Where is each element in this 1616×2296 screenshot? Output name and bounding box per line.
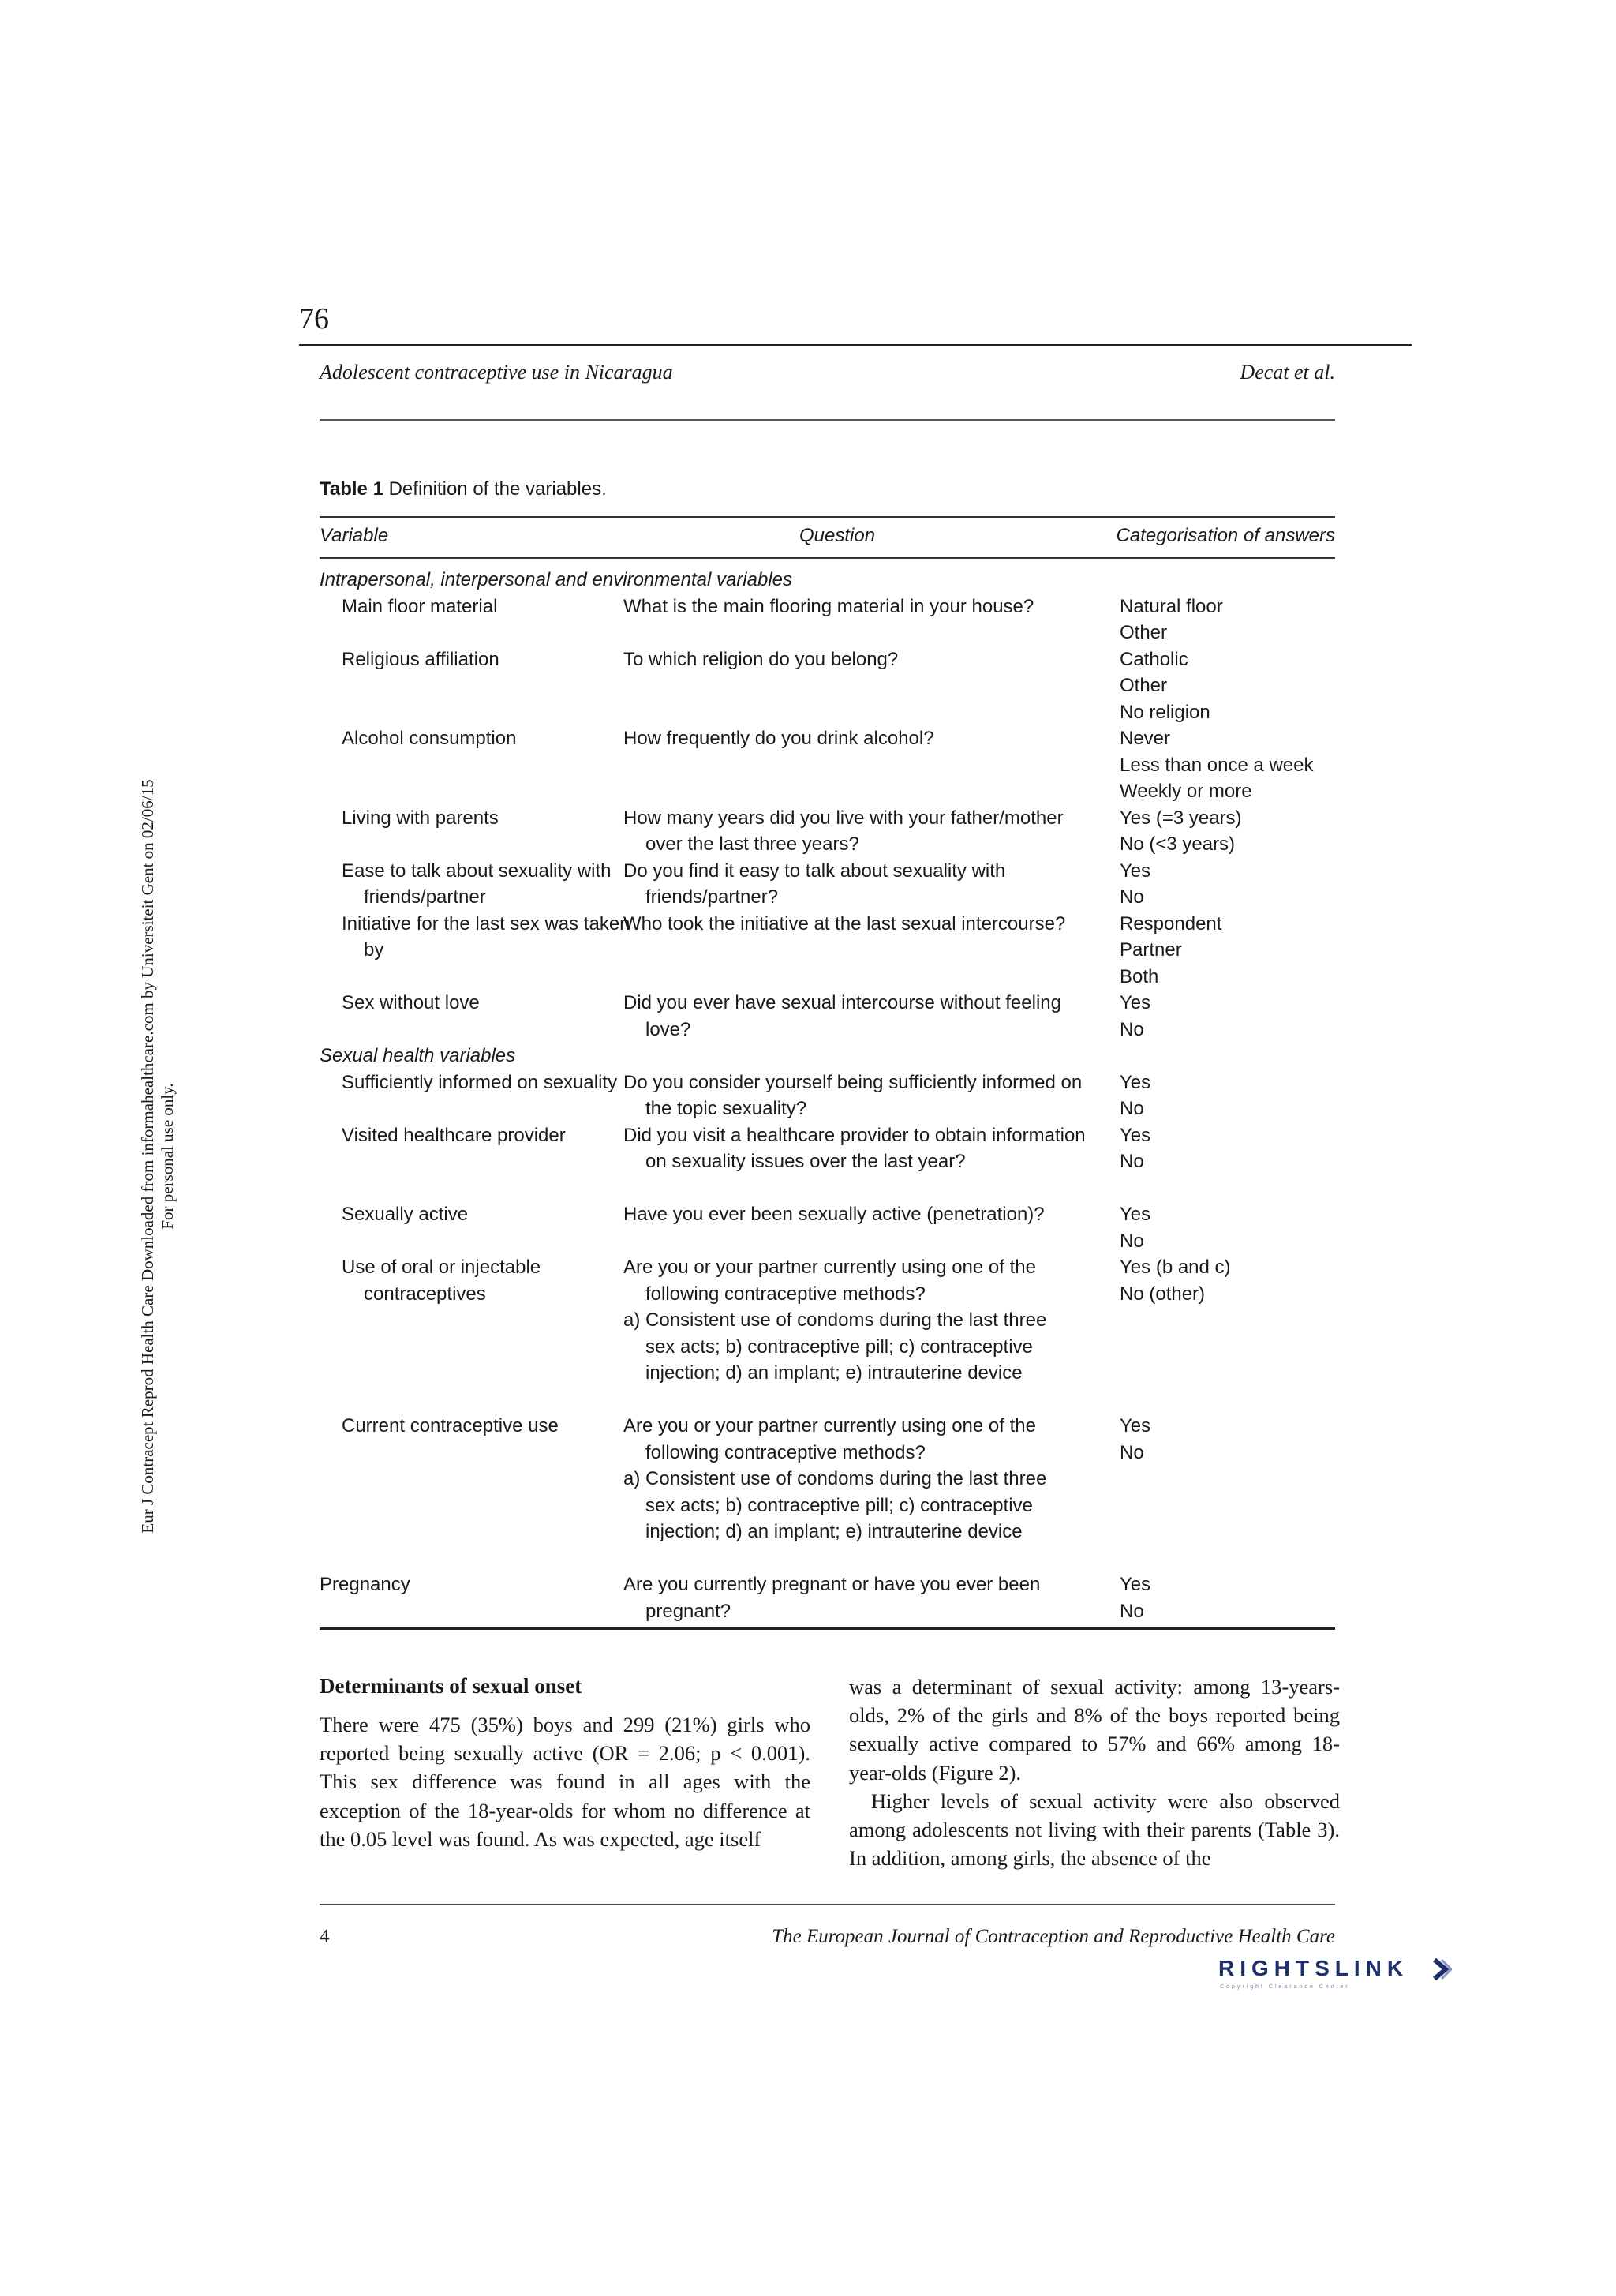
answer-option: Respondent — [1120, 912, 1222, 935]
variables-table — [320, 567, 1335, 1624]
table-caption-text: Definition of the variables. — [383, 478, 607, 500]
top-rule — [299, 344, 1412, 346]
answer-option: No — [1120, 886, 1144, 908]
answer-option: Other — [1120, 622, 1168, 643]
question-cell: Did you ever have sexual intercourse without feeling love? — [623, 992, 1061, 1040]
answer-option: Yes (=3 years) — [1120, 807, 1242, 829]
running-title: Adolescent contraceptive use in Nicaragua — [320, 361, 673, 384]
running-authors: Decat et al. — [1240, 361, 1335, 384]
answer-option: Natural floor — [1120, 595, 1223, 617]
body-column-left — [320, 1710, 810, 1853]
answers-cell — [1120, 1069, 1335, 1122]
answer-option: No — [1120, 1441, 1144, 1463]
question-cell: Do you find it easy to talk about sexuality with friends/partner? — [623, 860, 1006, 908]
table-row — [320, 911, 1335, 991]
body-column-right — [849, 1672, 1340, 1872]
methods-list: a) Consistent use of condoms during the last three sex acts; b) contraceptive pill; c) contraceptive injection; d) an implant; e) intrauterine device — [623, 1309, 1047, 1384]
variable-cell: Visited healthcare provider — [342, 1124, 566, 1146]
question-cell: Did you visit a healthcare provider to obtain information on sexuality issues over the last year? — [623, 1124, 1086, 1172]
question-cell — [623, 1254, 1065, 1387]
paragraph: was a determinant of sexual activity: among 13-years-olds, 2% of the girls and 8% of the boys reported being sexually active compared to 57% and 66% among 18-year-olds (Figure 2). — [849, 1675, 1340, 1785]
table-row — [320, 1069, 1335, 1122]
variable-cell: Main floor material — [342, 595, 498, 617]
question-cell: To which religion do you belong? — [623, 648, 899, 670]
answer-option: Yes — [1120, 1071, 1151, 1093]
variable-cell: Religious affiliation — [342, 648, 499, 670]
variable-cell: Alcohol consumption — [342, 728, 517, 749]
answers-cell — [1120, 1122, 1335, 1175]
footer-journal-title: The European Journal of Contraception and Reproductive Health Care — [772, 1926, 1335, 1947]
table-caption — [320, 478, 607, 500]
answer-option: No — [1120, 1151, 1144, 1172]
answer-option: Yes — [1120, 1574, 1151, 1595]
section-heading: Determinants of sexual onset — [320, 1674, 582, 1698]
variable-cell: Current contraceptive use — [342, 1415, 559, 1436]
question-cell: Who took the initiative at the last sexual intercourse? — [623, 912, 1066, 935]
methods-list: a) Consistent use of condoms during the last three sex acts; b) contraceptive pill; c) contraceptive injection; d) an implant; e) intrauterine device — [623, 1468, 1047, 1542]
table-rule-bottom — [320, 1627, 1335, 1630]
header-variable: Variable — [320, 525, 389, 546]
variable-cell: Ease to talk about sexuality with friends/partner — [342, 860, 612, 908]
answer-option: No (<3 years) — [1120, 833, 1236, 855]
answer-option: No (other) — [1120, 1283, 1206, 1305]
answer-option: Never — [1120, 728, 1171, 749]
table-rule-mid — [320, 557, 1335, 559]
answer-option: No — [1120, 1098, 1144, 1119]
table-row — [320, 1122, 1335, 1202]
table-row — [320, 725, 1335, 805]
answers-cell — [1120, 594, 1335, 646]
variable-cell: Use of oral or injectable contraceptives — [342, 1257, 541, 1305]
question-cell: Do you consider yourself being sufficiently informed on the topic sexuality? — [623, 1071, 1083, 1119]
header-rule — [320, 419, 1335, 421]
answer-option: Yes — [1120, 1204, 1151, 1225]
rightslink-arrow-icon — [1431, 1957, 1452, 1981]
answer-option: Yes — [1120, 992, 1151, 1013]
watermark-line-1: Eur J Contracept Reprod Health Care Downloaded from informahealthcare.com by Universiteit Gent on 02/06/15 — [138, 779, 157, 1534]
table-row — [320, 805, 1335, 858]
section-heading-sexual-health: Sexual health variables — [320, 1045, 516, 1066]
footer-page-number: 4 — [320, 1926, 330, 1947]
table-caption-label: Table 1 — [320, 478, 383, 500]
paragraph: There were 475 (35%) boys and 299 (21%) girls who reported being sexually active (OR = 2.06; p < 0.001). This sex difference was found in all ages with the exception of the 18-year-olds for whom no difference at the 0.05 level was found. As was expected, age itself — [320, 1713, 810, 1851]
table-row — [320, 990, 1335, 1043]
table-row — [320, 1254, 1335, 1413]
answer-option: Yes — [1120, 1124, 1151, 1146]
rightslink-subtext: Copyright Clearance Center — [1220, 1984, 1350, 1990]
answer-option: Yes — [1120, 1415, 1151, 1436]
question-text: Are you or your partner currently using one of the following contraceptive methods? — [623, 1415, 1036, 1463]
answers-cell — [1120, 990, 1335, 1043]
answer-option: Less than once a week — [1120, 754, 1314, 776]
question-cell — [623, 1413, 1065, 1545]
header-categories: Categorisation of answers — [1116, 525, 1335, 546]
variable-cell: Sufficiently informed on sexuality — [342, 1071, 618, 1093]
table-row — [320, 1571, 1335, 1624]
paragraph: Higher levels of sexual activity were also observed among adolescents not living with their parents (Table 3). In addition, among girls, the absence of the — [849, 1788, 1340, 1871]
answers-cell — [1120, 805, 1335, 858]
question-cell: Are you currently pregnant or have you ever been pregnant? — [623, 1574, 1041, 1622]
answers-cell — [1120, 725, 1335, 805]
answers-cell — [1120, 1201, 1335, 1254]
answer-option: No — [1120, 1600, 1144, 1622]
outer-page-number: 76 — [299, 302, 329, 335]
question-cell: How many years did you live with your father/mother over the last three years? — [623, 807, 1064, 855]
answer-option: Yes (b and c) — [1120, 1257, 1231, 1278]
answers-cell — [1120, 646, 1335, 726]
section-heading-intrapersonal: Intrapersonal, interpersonal and environmental variables — [320, 569, 793, 590]
table-rule-top — [320, 516, 1335, 518]
answers-cell — [1120, 1254, 1335, 1307]
rightslink-logo[interactable] — [1218, 1956, 1463, 1995]
variable-cell: Pregnancy — [320, 1574, 410, 1595]
answer-option: Both — [1120, 965, 1159, 987]
question-text: Are you or your partner currently using one of the following contraceptive methods? — [623, 1257, 1036, 1305]
variable-cell: Sexually active — [342, 1204, 469, 1225]
answer-option: Catholic — [1120, 648, 1188, 670]
footer-rule — [320, 1904, 1335, 1905]
table-row — [320, 1413, 1335, 1571]
answer-option: No — [1120, 1230, 1144, 1252]
download-watermark — [138, 758, 177, 1555]
question-cell: How frequently do you drink alcohol? — [623, 728, 934, 749]
answers-cell — [1120, 1571, 1335, 1624]
variable-cell: Sex without love — [342, 992, 480, 1013]
answers-cell — [1120, 1413, 1335, 1466]
answer-option: Partner — [1120, 939, 1182, 961]
variable-cell: Living with parents — [342, 807, 499, 829]
answers-cell — [1120, 911, 1335, 991]
table-row — [320, 594, 1335, 646]
answer-option: Weekly or more — [1120, 781, 1252, 802]
variable-cell: Initiative for the last sex was taken by — [342, 912, 630, 961]
answer-option: Other — [1120, 675, 1168, 696]
answer-option: No — [1120, 1018, 1144, 1040]
question-cell: What is the main flooring material in your house? — [623, 595, 1034, 617]
table-row — [320, 1201, 1335, 1254]
answers-cell — [1120, 858, 1335, 911]
answer-option: No religion — [1120, 701, 1210, 723]
header-question: Question — [799, 525, 876, 546]
watermark-line-2: For personal use only. — [158, 1083, 177, 1230]
table-row — [320, 858, 1335, 911]
answer-option: Yes — [1120, 860, 1151, 882]
table-row — [320, 646, 1335, 726]
question-cell: Have you ever been sexually active (penetration)? — [623, 1204, 1045, 1225]
rightslink-logo-text: RIGHTSLINK — [1218, 1956, 1409, 1980]
